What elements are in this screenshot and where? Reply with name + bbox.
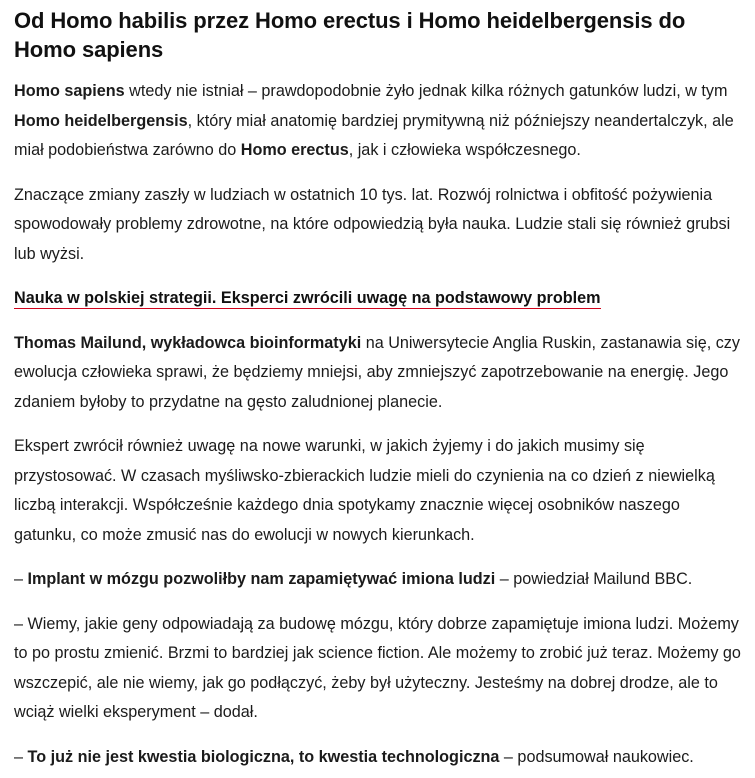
bold-term: Thomas Mailund, wykładowca bioinformatyki (14, 333, 362, 352)
quote-dash: – (14, 570, 28, 588)
paragraph-text: na Uniwersytecie Anglia Ruskin, zastanawia się, czy ewolucja człowieka sprawi, że będziemy mniejsi, aby zmniejszyć zapotrzebowanie na energię. Jego zdaniem byłoby to przydatne na gęsto zaludnionej planecie. (14, 333, 740, 411)
paragraph-4: Ekspert zwrócił również uwagę na nowe warunki, w jakich żyjemy i do jakich musimy się przystosować. W czasach myśliwsko-zbierackich ludzie mieli do czynienia na co dzień z niewielką liczbą interakcji. Współcześnie każdego dnia spotykamy znacznie więcej osobników naszego gatunku, co może zmusić nas do ewolucji w nowych kierunkach. (14, 437, 715, 544)
bold-term: Homo erectus (240, 141, 349, 159)
bold-term: Homo heidelbergensis (14, 111, 188, 130)
quote-3 (14, 743, 743, 773)
quote-1 (14, 565, 743, 595)
paragraph-text: – podsumował naukowiec. (499, 747, 694, 766)
bold-quote: To już nie jest kwestia biologiczna, to kwestia technologiczna (27, 747, 500, 766)
paragraph-1 (14, 77, 743, 166)
related-article (14, 284, 743, 314)
section-heading: Od Homo habilis przez Homo erectus i Homo heidelbergensis do Homo sapiens (14, 8, 686, 62)
quote-2: – Wiemy, jakie geny odpowiadają za budowę mózgu, który dobrze zapamiętuje imiona ludzi. Możemy to po prostu zmienić. Brzmi to bardziej jak science fiction. Ale możemy to zrobić już teraz. Możemy go wszczepić, ale nie wiemy, jak go podłączyć, żeby był użyteczny. Jesteśmy na dobrej drodze, ale to wciąż wielki eksperyment – dodał. (14, 614, 741, 721)
paragraph-text: – powiedział Mailund BBC. (495, 570, 693, 588)
paragraph-text: wtedy nie istniał – prawdopodobnie żyło jednak kilka różnych gatunków ludzi, w tym (124, 82, 728, 100)
related-article-link[interactable]: Nauka w polskiej strategii. Eksperci zwrócili uwagę na podstawowy problem (14, 289, 601, 307)
quote-dash: – (14, 747, 28, 766)
paragraph-text: , jak i człowieka współczesnego. (348, 141, 581, 159)
bold-term: Homo sapiens (14, 82, 125, 100)
paragraph-2: Znaczące zmiany zaszły w ludziach w ostatnich 10 tys. lat. Rozwój rolnictwa i obfitość pożywienia spowodowały problemy zdrowotne, na które odpowiedzią była nauka. Ludzie stali się również grubsi lub wyżsi. (14, 185, 731, 263)
bold-quote: Implant w mózgu pozwoliłby nam zapamiętywać imiona ludzi (27, 570, 496, 588)
paragraph-text: , który miał anatomię bardziej prymitywną niż późniejszy neandertalczyk, ale miał podobieństwa zarówno do (14, 111, 734, 159)
paragraph-3 (14, 329, 743, 418)
